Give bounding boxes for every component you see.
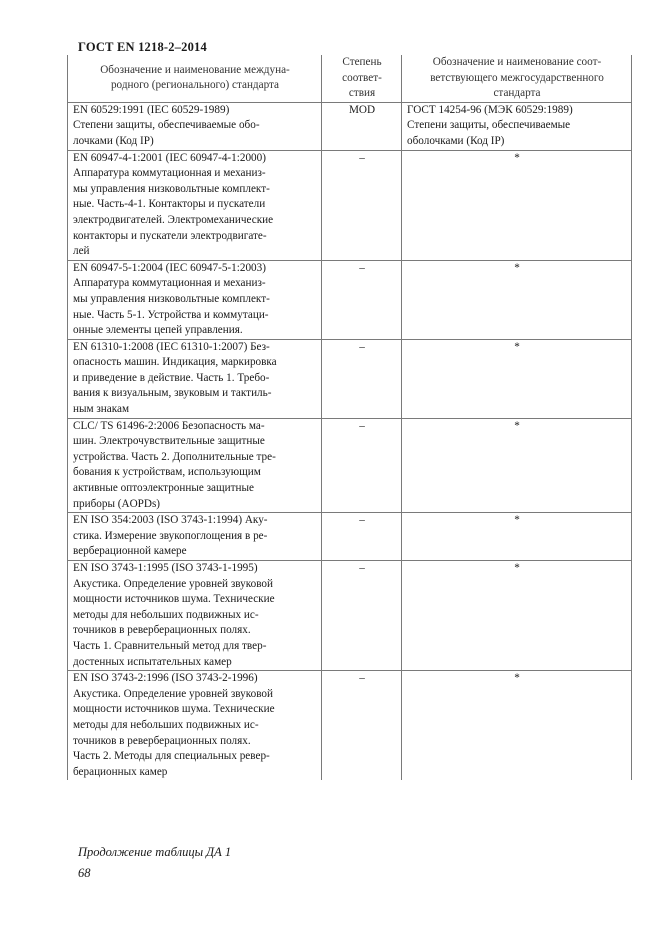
table-row — [68, 339, 632, 418]
table-row — [68, 513, 632, 561]
cell-international-standard: EN 60529:1991 (IEC 60529-1989) Степени защиты, обеспечиваемые обо- лочками (Код IP) — [68, 102, 322, 150]
table-header-row — [68, 55, 632, 102]
cell-interstate-standard: * — [402, 339, 632, 418]
cell-correspondence-degree: – — [322, 260, 402, 339]
column-header-interstate-standard: Обозначение и наименование соот- ветствующего межгосударственного стандарта — [402, 55, 632, 102]
cell-international-standard: EN 60947-4-1:2001 (IEC 60947-4-1:2000) Аппаратура коммутационная и механиз- мы управления низковольтные комплект- ные. Часть-4-1. Контакторы и пускатели электродвигателей. Электромеханические контакторы и пускатели электродвигате- лей — [68, 150, 322, 260]
cell-international-standard: CLC/ TS 61496-2:2006 Безопасность ма- шин. Электрочувствительные защитные устройства. Часть 2. Дополнительные тре- бования к устройствам, использующим активные оптоэлектронные защитные приборы (AOPDs) — [68, 418, 322, 513]
cell-interstate-standard: * — [402, 671, 632, 781]
column-header-correspondence-degree: Степень соответ- ствия — [322, 55, 402, 102]
table-body — [68, 102, 632, 780]
cell-interstate-standard: ГОСТ 14254-96 (МЭК 60529:1989) Степени защиты, обеспечиваемые оболочками (Код IP) — [402, 102, 632, 150]
cell-international-standard: EN 61310-1:2008 (IEC 61310-1:2007) Без- опасность машин. Индикация, маркировка и приведение в действие. Часть 1. Требо- вания к визуальным, звуковым и тактиль- ным знакам — [68, 339, 322, 418]
cell-international-standard: EN 60947-5-1:2004 (IEC 60947-5-1:2003) Аппаратура коммутационная и механиз- мы управления низковольтные комплект- ные. Часть 5-1. Устройства и коммутаци- онные элементы цепей управления. — [68, 260, 322, 339]
cell-interstate-standard: * — [402, 561, 632, 671]
cell-interstate-standard: * — [402, 260, 632, 339]
document-code: ГОСТ EN 1218-2–2014 — [78, 40, 207, 54]
table-row — [68, 150, 632, 260]
column-header-international-standard: Обозначение и наименование междуна- родного (регионального) стандарта — [68, 55, 322, 102]
table-row — [68, 102, 632, 150]
table-row — [68, 260, 632, 339]
cell-interstate-standard: * — [402, 513, 632, 561]
table-row — [68, 671, 632, 781]
cell-interstate-standard: * — [402, 418, 632, 513]
cell-correspondence-degree: – — [322, 339, 402, 418]
page-number: 68 — [78, 866, 91, 880]
cell-correspondence-degree: MOD — [322, 102, 402, 150]
cell-correspondence-degree: – — [322, 513, 402, 561]
table-row — [68, 418, 632, 513]
cell-international-standard: EN ISO 3743-1:1995 (ISO 3743-1-1995) Акустика. Определение уровней звуковой мощности источников шума. Технические методы для небольших подвижных ис- точников в реверберационных полях. Часть 1. Сравнительный метод для твер- достенных испытательных камер — [68, 561, 322, 671]
standards-correspondence-table — [67, 55, 632, 780]
cell-correspondence-degree: – — [322, 561, 402, 671]
cell-international-standard: EN ISO 3743-2:1996 (ISO 3743-2-1996) Акустика. Определение уровней звуковой мощности источников шума. Технические методы для небольших подвижных ис- точников в реверберационных полях. Часть 2. Методы для специальных ревер- берационных камер — [68, 671, 322, 781]
cell-interstate-standard: * — [402, 150, 632, 260]
table-continuation-note: Продолжение таблицы ДА 1 — [78, 845, 232, 859]
cell-international-standard: EN ISO 354:2003 (ISO 3743-1:1994) Аку- стика. Измерение звукопоглощения в ре- верберационной камере — [68, 513, 322, 561]
table-row — [68, 561, 632, 671]
cell-correspondence-degree: – — [322, 671, 402, 781]
cell-correspondence-degree: – — [322, 418, 402, 513]
cell-correspondence-degree: – — [322, 150, 402, 260]
